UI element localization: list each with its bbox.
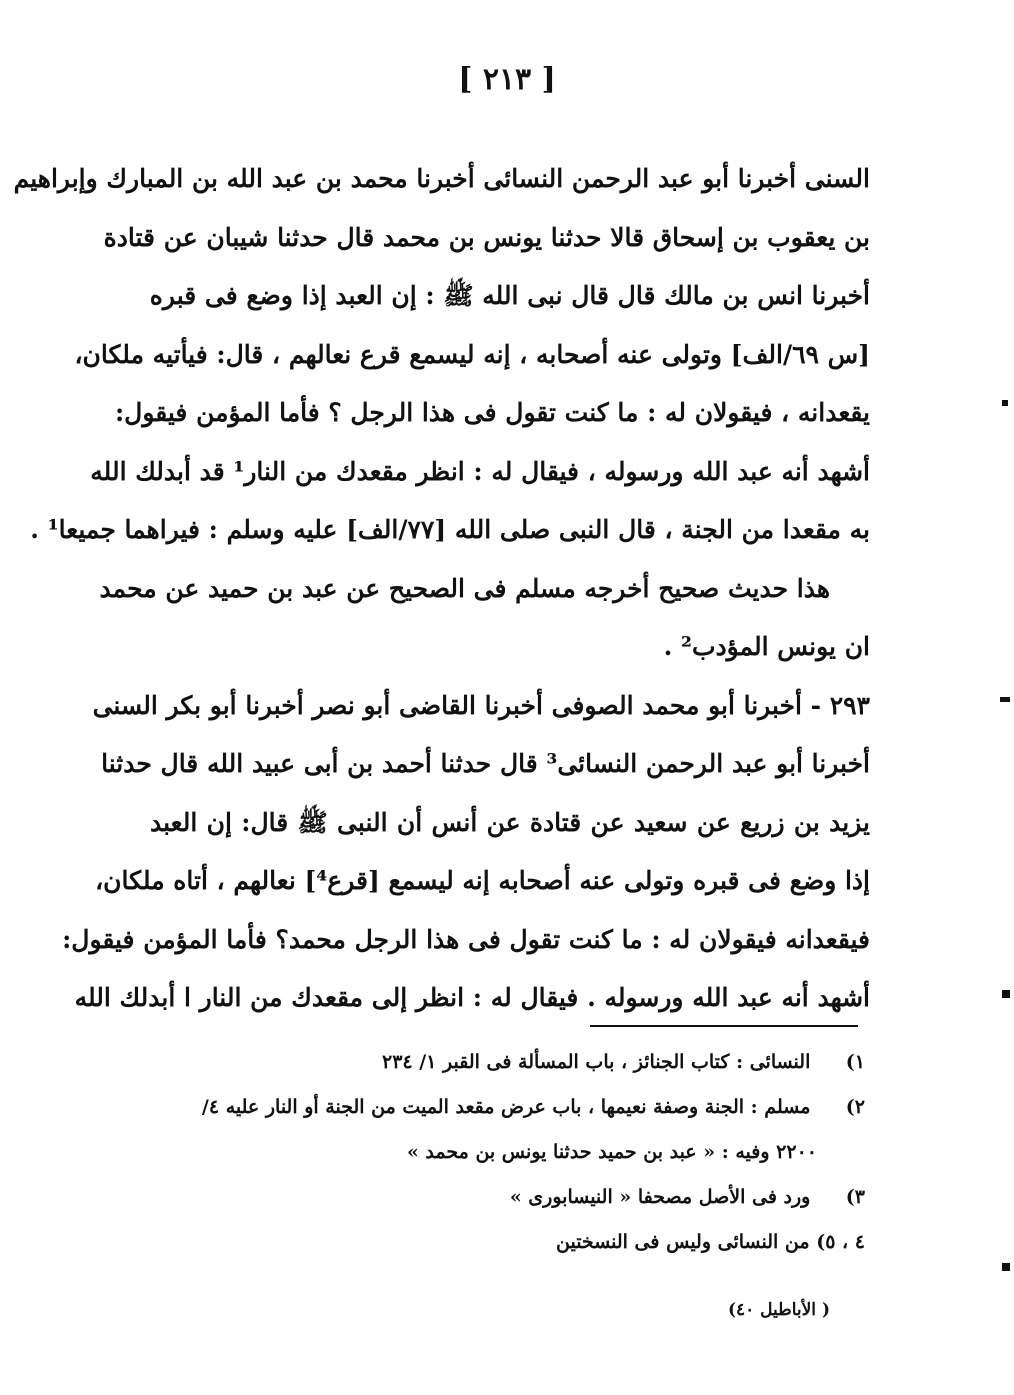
- footnote-number: ٣): [845, 1186, 865, 1208]
- footnote-number: ١): [845, 1051, 865, 1073]
- footnote-continuation: [140, 1130, 865, 1175]
- text-line: إذا وضع فى قبره وتولى عنه أصحابه إنه ليسمع [قرع⁴] نعالهم ، أتاه ملكان،: [95, 866, 870, 895]
- text-line: يقعدانه ، فيقولان له : ما كنت تقول فى هذا الرجل ؟ فأما المؤمن فيقول:: [114, 398, 870, 427]
- footnote-text: مسلم : الجنة وصفة نعيمها ، باب عرض مقعد الميت من الجنة أو النار عليه ٤/: [201, 1096, 811, 1118]
- footnote-text: ٢٢٠٠ وفيه : « عبد بن حميد حدثنا يونس بن محمد »: [406, 1141, 817, 1163]
- footnote: [140, 1040, 865, 1085]
- footnote-text: النسائى : كتاب الجنائز ، باب المسألة فى القبر ١/ ٢٣٤: [381, 1051, 811, 1073]
- binding-mark: [1000, 697, 1010, 702]
- footnote: [140, 1085, 865, 1130]
- footnote-text: ورد فى الأصل مصحفا « النيسابورى »: [509, 1186, 811, 1208]
- signature-mark: ( الأباطيل ٤٠): [727, 1300, 830, 1320]
- text-line: [س ٦٩/الف] وتولى عنه أصحابه ، إنه ليسمع قرع نعالهم ، قال: فيأتيه ملكان،: [74, 339, 870, 369]
- text-line: فيقعدانه فيقولان له : ما كنت تقول فى هذا الرجل محمد؟ فأما المؤمن فيقول:: [62, 924, 870, 954]
- binding-mark: [1002, 400, 1008, 406]
- footnote: [140, 1220, 865, 1265]
- footnotes: [140, 1040, 865, 1265]
- footnote-text: من النسائى وليس فى النسختين: [556, 1231, 810, 1253]
- text-line: ان يونس المؤدب² .: [663, 632, 870, 661]
- text-line: أخبرنا أبو عبد الرحمن النسائى³ قال حدثنا أحمد بن أبى عبيد الله قال حدثنا: [101, 749, 870, 778]
- text-line: أشهد أنه عبد الله ورسوله . فيقال له : انظر إلى مقعدك من النار ا أبدلك الله: [74, 983, 870, 1012]
- footnote-number: ٤ ، ٥): [816, 1231, 865, 1253]
- footnote-number: ٢): [845, 1096, 865, 1118]
- text-line: السنى أخبرنا أبو عبد الرحمن النسائى أخبرنا محمد بن عبد الله بن المبارك وإبراهيم: [13, 164, 870, 193]
- binding-mark: [1002, 990, 1010, 998]
- footnote-divider: [590, 1025, 858, 1027]
- text-line: أخبرنا انس بن مالك قال قال نبى الله ﷺ : إن العبد إذا وضع فى قبره: [149, 281, 870, 310]
- footnote: [140, 1175, 865, 1220]
- text-line: به مقعدا من الجنة ، قال النبى صلى الله [٧٧/الف] عليه وسلم : فيراهما جميعا¹ .: [30, 515, 870, 544]
- body-text: [13, 150, 870, 1028]
- text-line: يزيد بن زريع عن سعيد عن قتادة عن أنس أن النبى ﷺ قال: إن العبد: [150, 807, 870, 837]
- text-line: هذا حديث صحيح أخرجه مسلم فى الصحيح عن عبد بن حميد عن محمد: [99, 573, 830, 603]
- hadith-heading-line: ٢٩٣ - أخبرنا أبو محمد الصوفى أخبرنا القاضى أبو نصر أخبرنا أبو بكر السنى: [92, 690, 870, 720]
- text-line: بن يعقوب بن إسحاق قالا حدثنا يونس بن محمد قال حدثنا شيبان عن قتادة: [103, 222, 870, 252]
- text-line: أشهد أنه عبد الله ورسوله ، فيقال له : انظر مقعدك من النار¹ قد أبدلك الله: [90, 456, 870, 486]
- binding-mark: [1002, 1263, 1010, 1271]
- page-number: [ ٢١٣ ]: [458, 62, 556, 97]
